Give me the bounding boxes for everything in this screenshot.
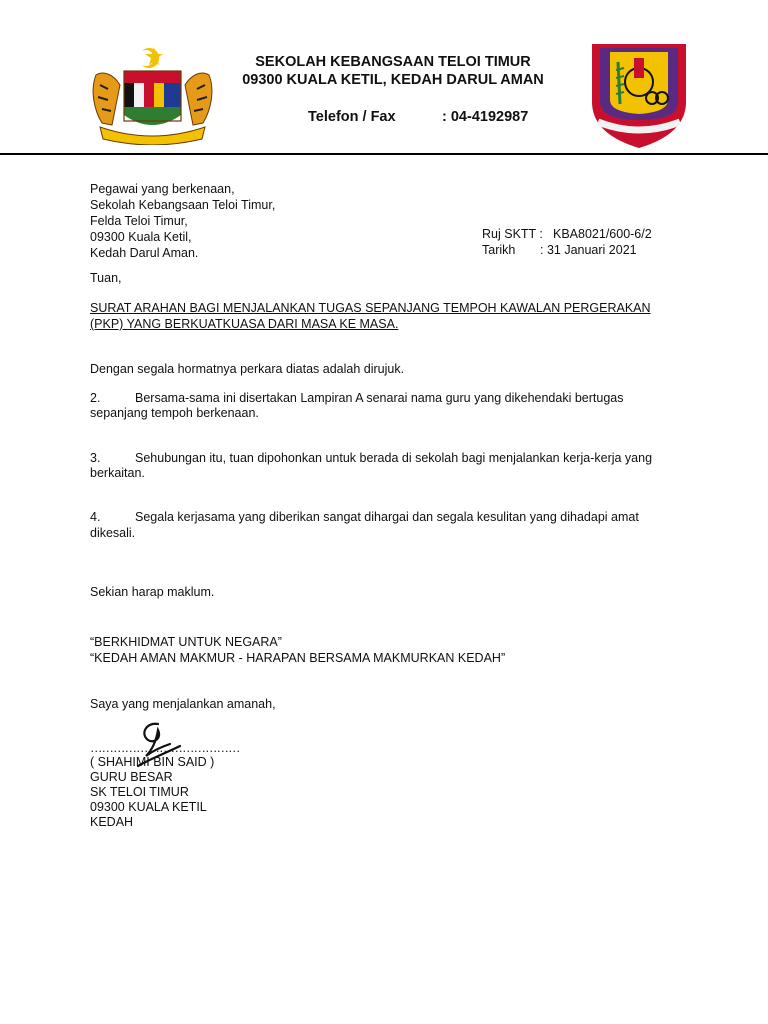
date-label: Tarikh <box>482 243 516 257</box>
recipient-line: 09300 Kuala Ketil, <box>90 230 192 244</box>
signatory-town: 09300 KUALA KETIL <box>90 800 207 814</box>
motto-1: “BERKHIDMAT UNTUK NEGARA” <box>90 635 282 649</box>
header-divider <box>0 153 768 155</box>
closing-amanah: Saya yang menjalankan amanah, <box>90 697 276 711</box>
paragraph-1: Dengan segala hormatnya perkara diatas adalah dirujuk. <box>90 362 405 376</box>
paragraph-2-line-1: Bersama-sama ini disertakan Lampiran A senarai nama guru yang dikehendaki bertugas <box>135 391 624 405</box>
paragraph-4-line-2: dikesali. <box>90 526 136 540</box>
subject-line-1: SURAT ARAHAN BAGI MENJALANKAN TUGAS SEPANJANG TEMPOH KAWALAN PERGERAKAN <box>90 301 651 315</box>
paragraph-3-line-1: Sehubungan itu, tuan dipohonkan untuk berada di sekolah bagi menjalankan kerja-kerja yang <box>135 451 653 465</box>
subject-line-2: (PKP) YANG BERKUATKUASA DARI MASA KE MASA. <box>90 317 399 331</box>
salutation: Tuan, <box>90 271 122 285</box>
phone-value: : 04-4192987 <box>442 109 529 125</box>
signatory-state: KEDAH <box>90 815 134 829</box>
paragraph-4-number: 4. <box>90 510 101 524</box>
closing-maklum: Sekian harap maklum. <box>90 585 215 599</box>
phone-label: Telefon / Fax <box>308 109 396 125</box>
paragraph-2-line-2: sepanjang tempoh berkenaan. <box>90 406 259 420</box>
recipient-address <box>90 181 275 261</box>
signature-dots: ………………………………… <box>90 741 240 755</box>
paragraph-4-line-1: Segala kerjasama yang diberikan sangat dihargai dan segala kesulitan yang dihadapi amat <box>135 510 639 524</box>
signatory-school: SK TELOI TIMUR <box>90 785 189 799</box>
motto-2: “KEDAH AMAN MAKMUR - HARAPAN BERSAMA MAKMURKAN KEDAH” <box>90 651 506 665</box>
ref-label: Ruj SKTT : <box>482 227 543 241</box>
school-name: SEKOLAH KEBANGSAAN TELOI TIMUR <box>255 54 531 70</box>
recipient-line: Pegawai yang berkenaan, <box>90 182 235 196</box>
school-address: 09300 KUALA KETIL, KEDAH DARUL AMAN <box>242 72 544 88</box>
date-value: : 31 Januari 2021 <box>540 243 637 257</box>
signatory-title: GURU BESAR <box>90 770 173 784</box>
recipient-line: Sekolah Kebangsaan Teloi Timur, <box>90 198 276 212</box>
paragraph-3-line-2: berkaitan. <box>90 466 145 480</box>
recipient-line: Felda Teloi Timur, <box>90 214 188 228</box>
recipient-line: Kedah Darul Aman. <box>90 246 199 260</box>
paragraph-2-number: 2. <box>90 391 101 405</box>
paragraph-3-number: 3. <box>90 451 101 465</box>
ref-value: KBA8021/600-6/2 <box>553 227 652 241</box>
signatory-name: ( SHAHIMI BIN SAID ) <box>90 755 215 769</box>
